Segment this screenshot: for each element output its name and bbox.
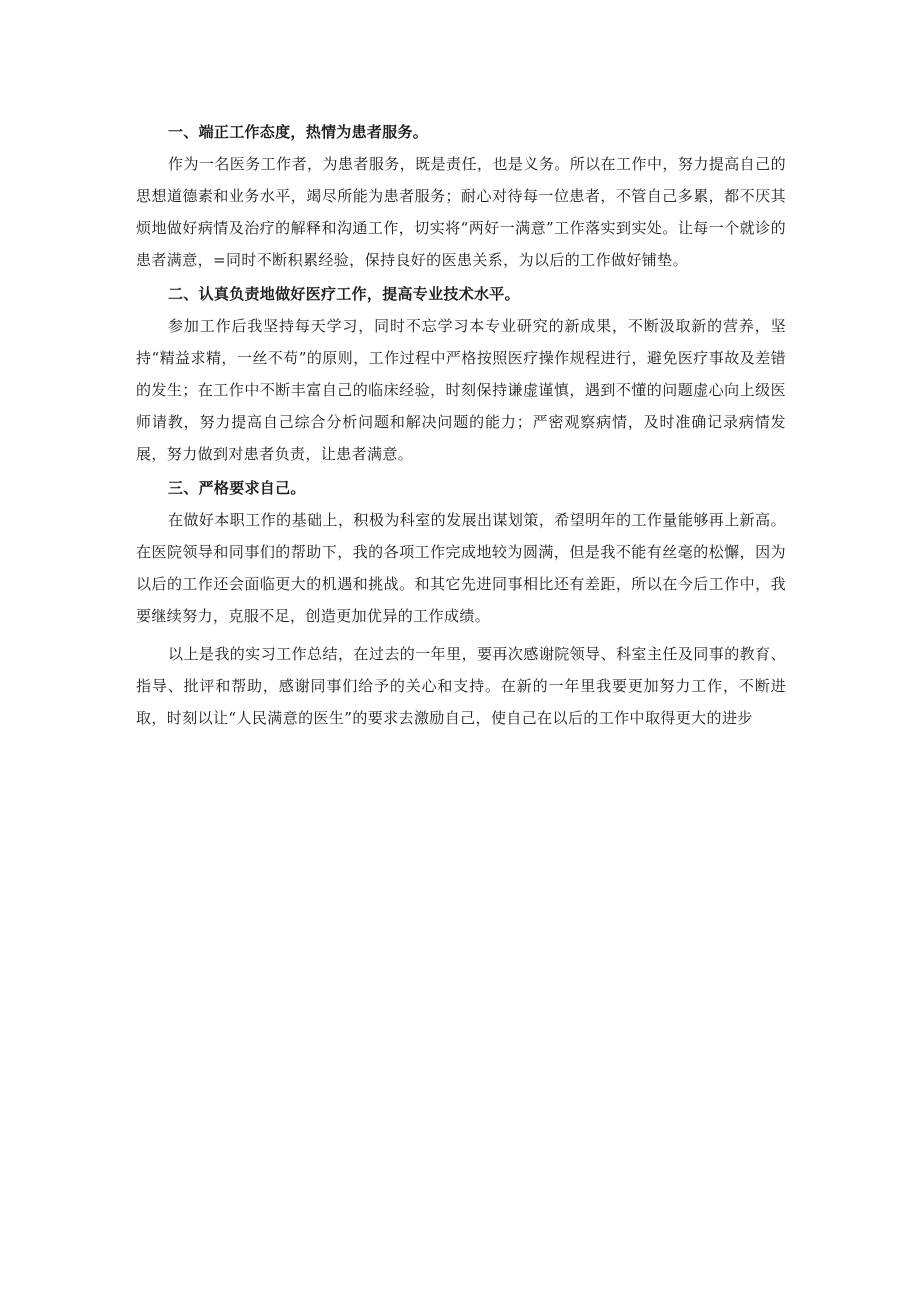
closing-paragraph: 以上是我的实习工作总结，在过去的一年里，要再次感谢院领导、科室主任及同事的教育、指导、批评和帮助，感谢同事们给予的关心和支持。在新的一年里我要更加努力工作，不断进取，时刻以让“人民满意的医生”的要求去激励自己，使自己在以后的工作中取得更大的进步 (136, 645, 786, 727)
document-body (136, 116, 786, 734)
section-paragraph-2: 参加工作后我坚持每天学习，同时不忘学习本专业研究的新成果，不断汲取新的营养，坚持“精益求精，一丝不苟”的原则，工作过程中严格按照医疗操作规程进行，避免医疗事故及差错的发生；在工作中不断丰富自己的临床经验，时刻保持谦虚谨慎，遇到不懂的问题虚心向上级医师请教，努力提高自己综合分析问题和解决问题的能力；严密观察病情，及时准确记录病情发展，努力做到对患者负责，让患者满意。 (136, 317, 786, 463)
section-paragraph-1: 作为一名医务工作者，为患者服务，既是责任，也是义务。所以在工作中，努力提高自己的思想道德素和业务水平，竭尽所能为患者服务；耐心对待每一位患者，不管自己多累，都不厌其烦地做好病情及治疗的解释和沟通工作，切实将“两好一满意”工作落实到实处。让每一个就诊的患者满意，=同时不断积累经验，保持良好的医患关系，为以后的工作做好铺垫。 (136, 155, 786, 269)
section-heading-1: 一、端正工作态度，热情为患者服务。 (168, 123, 429, 141)
section-paragraph-3: 在做好本职工作的基础上，积极为科室的发展出谋划策，希望明年的工作量能够再上新高。在医院领导和同事们的帮助下，我的各项工作完成地较为圆满，但是我不能有丝毫的松懈，因为以后的工作还会面临更大的机遇和挑战。和其它先进同事相比还有差距，所以在今后工作中，我要继续努力，克服不足，创造更加优异的工作成绩。 (136, 511, 786, 625)
section-heading-3: 三、严格要求自己。 (168, 479, 306, 497)
section-heading-2: 二、认真负责地做好医疗工作，提高专业技术水平。 (168, 285, 520, 303)
